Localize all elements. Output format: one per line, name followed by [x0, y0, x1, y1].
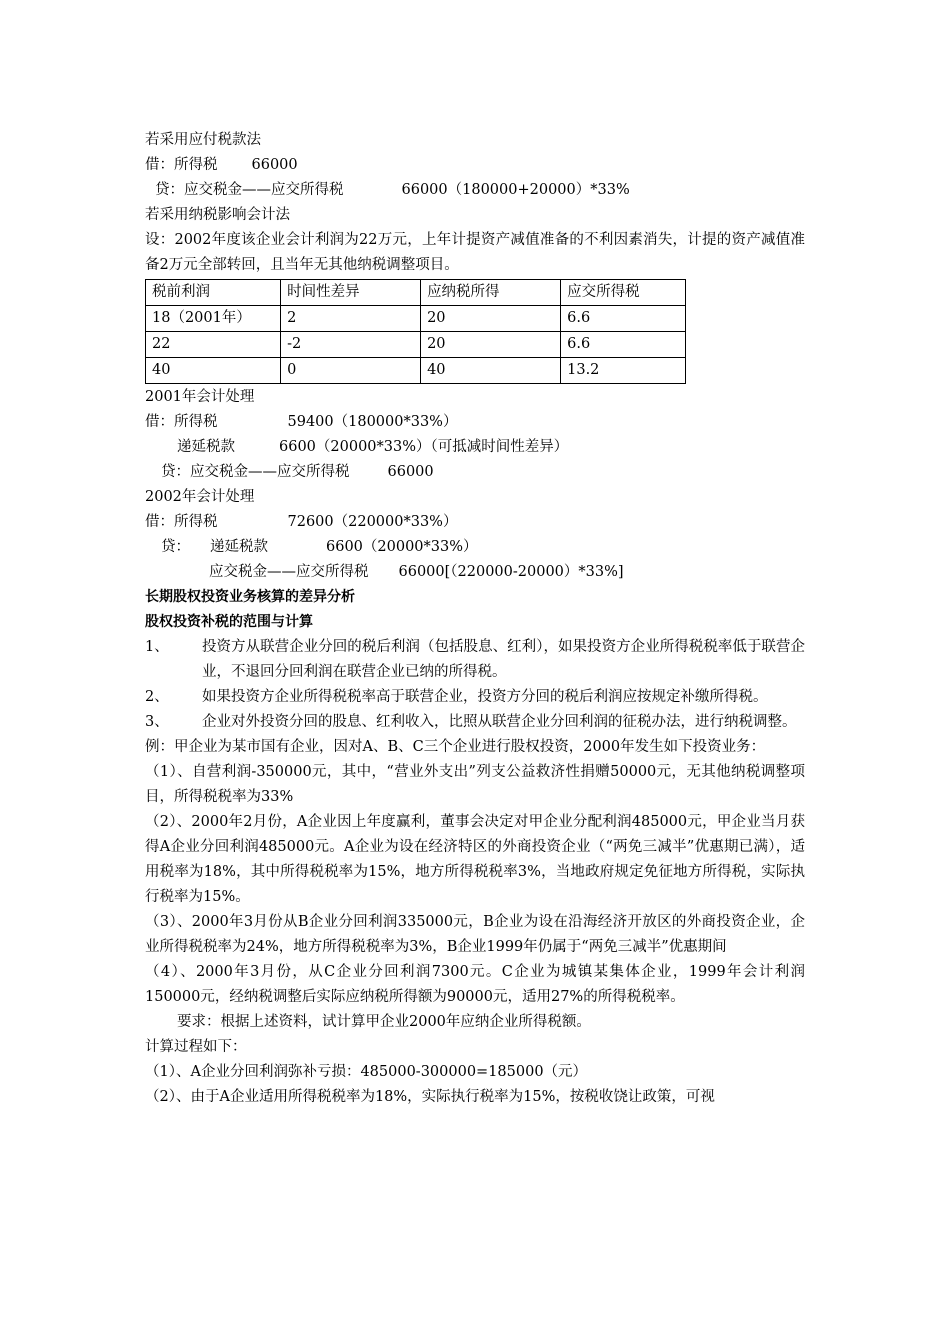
list-item [145, 685, 805, 710]
table-row [146, 358, 686, 384]
y2001-credit-label: 贷：应交税金——应交所得税 [161, 464, 350, 480]
table-cell: -2 [281, 332, 421, 358]
table-row [146, 332, 686, 358]
y2001-debit-label: 借：所得税 [145, 414, 218, 430]
y2001-credit-value: 66000 [387, 464, 434, 480]
table-cell: 22 [146, 332, 281, 358]
example-intro: 例：甲企业为某市国有企业，因对A、B、C三个企业进行股权投资，2000年发生如下投资业务： [145, 739, 766, 755]
y2002-title: 2002年会计处理 [145, 489, 255, 505]
table-header-row [146, 280, 686, 306]
calc-step-1: （1）、A企业分回利润弥补亏损：485000-300000=185000（元） [145, 1064, 588, 1080]
table-header-cell: 时间性差异 [281, 280, 421, 306]
table-cell: 20 [421, 306, 561, 332]
y2001-debit-entry [145, 410, 805, 435]
example-requirement: 要求：根据上述资料，试计算甲企业2000年应纳企业所得税额。 [177, 1014, 591, 1030]
y2001-deferred-value: 6600（20000*33%）（可抵减时间性差异） [279, 439, 569, 455]
list-item-text: 投资方从联营企业分回的税后利润（包括股息、红利），如果投资方企业所得税税率低于联营企业，不退回分回利润在联营企业已纳的所得税。 [202, 639, 805, 680]
calc-title: 计算过程如下： [145, 1039, 247, 1055]
calc-step-2: （2）、由于A企业适用所得税税率为18%，实际执行税率为15%，按税收饶让政策，可视 [145, 1089, 715, 1105]
list-item-number: 1、 [145, 639, 169, 655]
document-body [145, 128, 805, 1110]
payable-debit-value: 66000 [251, 157, 298, 173]
table-cell: 6.6 [561, 332, 686, 358]
table-header-cell: 税前利润 [146, 280, 281, 306]
payable-debit-label: 借：所得税 [145, 157, 218, 173]
assumption-paragraph: 设：2002年度该企业会计利润为22万元，上年计提资产减值准备的不利因素消失，计提的资产减值准备2万元全部转回，且当年无其他纳税调整项目。 [145, 232, 805, 273]
list-item-number: 2、 [145, 689, 169, 705]
y2002-debit-value: 72600（220000*33%） [287, 514, 458, 530]
y2001-deferred-label: 递延税款 [177, 439, 235, 455]
example-item-3: （3）、2000年3月份从B企业分回利润335000元，B企业为设在沿海经济开放区的外商投资企业，企业所得税税率为24%，地方所得税税率为3%，B企业1999年仍属于“两免三减半”优惠期间 [145, 914, 805, 955]
y2001-deferred-entry [145, 435, 805, 460]
example-item-2: （2）、2000年2月份，A企业因上年度赢利，董事会决定对甲企业分配利润485000元，甲企业当月获得A企业分回利润485000元。A企业为设在经济特区的外商投资企业（“两免三减半”优惠期已满），适用税率为18%，其中所得税税率为15%，地方所得税税率3%，当地政府规定免征地方所得税，实际执行税率为15%。 [145, 814, 805, 905]
payable-debit-entry [145, 153, 805, 178]
list-item [145, 710, 805, 735]
y2002-credit2-value: 66000[（220000-20000）*33%] [398, 564, 624, 580]
table-cell: 40 [146, 358, 281, 384]
table-header-cell: 应纳税所得 [421, 280, 561, 306]
table-cell: 18（2001年） [146, 306, 281, 332]
y2002-debit-label: 借：所得税 [145, 514, 218, 530]
table-cell: 40 [421, 358, 561, 384]
example-item-1: （1）、自营利润-350000元，其中，“营业外支出”列支公益救济性捐赠50000元，无其他纳税调整项目，所得税税率为33% [145, 764, 805, 805]
tax-difference-table [145, 279, 686, 384]
payable-credit-entry [145, 178, 805, 203]
y2002-credit-entry-1 [145, 535, 805, 560]
heading-equity-tax: 股权投资补税的范围与计算 [145, 614, 313, 630]
y2002-credit1-label: 递延税款 [210, 539, 268, 555]
y2002-credit2-label: 应交税金——应交所得税 [209, 564, 369, 580]
tax-effect-method-title: 若采用纳税影响会计法 [145, 207, 290, 223]
table-cell: 0 [281, 358, 421, 384]
y2001-credit-entry [145, 460, 805, 485]
table-header-cell: 应交所得税 [561, 280, 686, 306]
list-item-number: 3、 [145, 714, 169, 730]
list-item-text: 如果投资方企业所得税税率高于联营企业，投资方分回的税后利润应按规定补缴所得税。 [202, 689, 768, 705]
table-row [146, 306, 686, 332]
y2002-debit-entry [145, 510, 805, 535]
list-item-text: 企业对外投资分回的股息、红利收入，比照从联营企业分回利润的征税办法，进行纳税调整。 [202, 714, 797, 730]
table-cell: 13.2 [561, 358, 686, 384]
y2002-credit-entry-2 [145, 560, 805, 585]
table-cell: 20 [421, 332, 561, 358]
payable-credit-value: 66000（180000+20000）*33% [401, 182, 630, 198]
heading-equity-analysis: 长期股权投资业务核算的差异分析 [145, 589, 355, 605]
y2002-credit-prefix: 贷： [161, 539, 190, 555]
payable-method-title: 若采用应付税款法 [145, 132, 261, 148]
list-item [145, 635, 805, 685]
y2001-title: 2001年会计处理 [145, 389, 255, 405]
table-cell: 2 [281, 306, 421, 332]
y2001-debit-value: 59400（180000*33%） [287, 414, 458, 430]
y2002-credit1-value: 6600（20000*33%） [326, 539, 478, 555]
example-item-4: （4）、2000年3月份，从C企业分回利润7300元。C企业为城镇某集体企业，1999年会计利润150000元，经纳税调整后实际应纳税所得额为90000元，适用27%的所得税税率。 [145, 964, 805, 1005]
payable-credit-label: 贷：应交税金——应交所得税 [155, 182, 344, 198]
table-cell: 6.6 [561, 306, 686, 332]
